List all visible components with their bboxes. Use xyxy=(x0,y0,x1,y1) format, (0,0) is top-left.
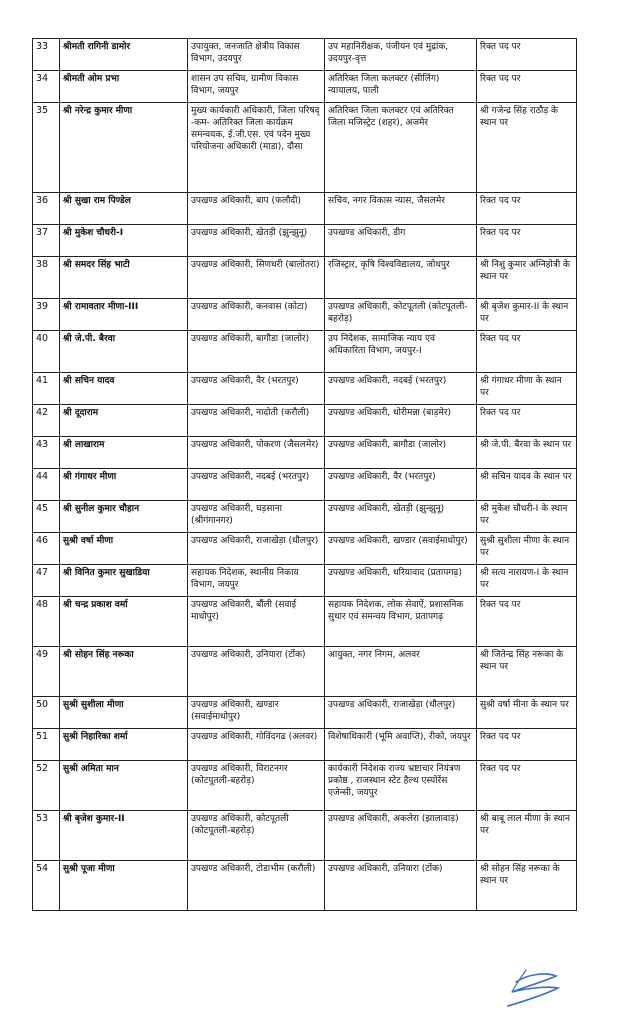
remark-cell: रिक्त पद पर xyxy=(477,193,577,225)
remark-cell: श्री सचिन यादव के स्थान पर xyxy=(477,469,577,501)
officer-name-cell: श्री सुखा राम पिण्डेल xyxy=(60,193,188,225)
current-post-cell: सहायक निदेशक, स्थानीय निकाय विभाग, जयपुर xyxy=(188,565,325,597)
table-row xyxy=(33,71,577,103)
table-body xyxy=(33,39,577,911)
remark-cell: श्री जितेन्द्र सिंह नरूका के स्थान पर xyxy=(477,647,577,697)
remark-cell: रिक्त पद पर xyxy=(477,39,577,71)
remark-cell: रिक्त पद पर xyxy=(477,331,577,373)
serial-number-cell: 45 xyxy=(33,501,60,533)
current-post-cell: उपखण्ड अधिकारी, नदबई (भरतपुर) xyxy=(188,469,325,501)
current-post-cell: मुख्य कार्यकारी अधिकारी, जिला परिषद् -कम- अतिरिक्त जिला कार्यक्रम समन्वयक, ई.जी.एस. एवं पदेन मुख्य परियोजना अधिकारी (माडा), दौसा xyxy=(188,103,325,193)
table-row xyxy=(33,225,577,257)
serial-number-cell: 42 xyxy=(33,405,60,437)
current-post-cell: उपखण्ड अधिकारी, बागौडा (जालोर) xyxy=(188,331,325,373)
new-post-cell: रजिस्ट्रार, कृषि विश्वविद्यालय, जोधपुर xyxy=(325,257,477,299)
new-post-cell: उपखण्ड अधिकारी, अकलेरा (झालावाड़) xyxy=(325,811,477,861)
transfer-table xyxy=(32,38,577,911)
officer-name-cell: श्री सचिन यादव xyxy=(60,373,188,405)
current-post-cell: उपखण्ड अधिकारी, उनियारा (टोंक) xyxy=(188,647,325,697)
new-post-cell: उपखण्ड अधिकारी, धरियावाद (प्रतापगढ़) xyxy=(325,565,477,597)
current-post-cell: उपखण्ड अधिकारी, विराटनगर (कोटपूतली-बहरोड़) xyxy=(188,761,325,811)
current-post-cell: उपखण्ड अधिकारी, राजाखेड़ा (धौलपुर) xyxy=(188,533,325,565)
table-row xyxy=(33,597,577,647)
serial-number-cell: 53 xyxy=(33,811,60,861)
table-row xyxy=(33,299,577,331)
officer-name-cell: श्री समदर सिंह भाटी xyxy=(60,257,188,299)
serial-number-cell: 52 xyxy=(33,761,60,811)
new-post-cell: उपखण्ड अधिकारी, खण्डार (सवाईमाधोपुर) xyxy=(325,533,477,565)
remark-cell: श्री निशु कुमार अग्निहोत्री के स्थान पर xyxy=(477,257,577,299)
remark-cell: श्री गंगाधर मीणा के स्थान पर xyxy=(477,373,577,405)
current-post-cell: उपखण्ड अधिकारी, नादोती (करौली) xyxy=(188,405,325,437)
new-post-cell: सचिव, नगर विकास न्यास, जैसलमेर xyxy=(325,193,477,225)
officer-name-cell: सुश्री अमिता मान xyxy=(60,761,188,811)
officer-name-cell: सुश्री वर्षा मीणा xyxy=(60,533,188,565)
officer-name-cell: सुश्री सुशीला मीणा xyxy=(60,697,188,729)
officer-name-cell: श्री जे.पी. बैरवा xyxy=(60,331,188,373)
serial-number-cell: 44 xyxy=(33,469,60,501)
serial-number-cell: 50 xyxy=(33,697,60,729)
officer-name-cell: श्री मुकेश चौधरी-I xyxy=(60,225,188,257)
officer-name-cell: श्री चन्द्र प्रकाश वर्मा xyxy=(60,597,188,647)
new-post-cell: विशेषाधिकारी (भूमि अवाप्ति), रीको, जयपुर xyxy=(325,729,477,761)
serial-number-cell: 40 xyxy=(33,331,60,373)
officer-name-cell: श्री सुनील कुमार चौहान xyxy=(60,501,188,533)
new-post-cell: उप निदेशक, सामाजिक न्याय एवं अधिकारिता विभाग, जयपुर-I xyxy=(325,331,477,373)
serial-number-cell: 36 xyxy=(33,193,60,225)
table-row xyxy=(33,257,577,299)
officer-name-cell: श्री लाखाराम xyxy=(60,437,188,469)
new-post-cell: उपखण्ड अधिकारी, डीग xyxy=(325,225,477,257)
table-row xyxy=(33,405,577,437)
remark-cell: सुश्री सुशीला मीणा के स्थान पर xyxy=(477,533,577,565)
new-post-cell: कार्यकारी निदेशक राज्य भ्रष्टाचार नियंत्रण प्रकोष्ठ , राजस्थान स्टेट हैल्थ एस्योरेंस एजेन्सी, जयपुर xyxy=(325,761,477,811)
remark-cell: रिक्त पद पर xyxy=(477,761,577,811)
officer-name-cell: श्री रामावतार मीणा-III xyxy=(60,299,188,331)
new-post-cell: उपखण्ड अधिकारी, बागौडा (जालोर) xyxy=(325,437,477,469)
serial-number-cell: 43 xyxy=(33,437,60,469)
serial-number-cell: 41 xyxy=(33,373,60,405)
officer-name-cell: श्री बृजेश कुमार-II xyxy=(60,811,188,861)
remark-cell: रिक्त पद पर xyxy=(477,597,577,647)
remark-cell: रिक्त पद पर xyxy=(477,225,577,257)
new-post-cell: उपखण्ड अधिकारी, धोरीमन्ना (बाड़मेर) xyxy=(325,405,477,437)
current-post-cell: उपखण्ड अधिकारी, टोडाभीम (करौली) xyxy=(188,861,325,911)
current-post-cell: उपखण्ड अधिकारी, बाप (फलौदी) xyxy=(188,193,325,225)
table-row xyxy=(33,103,577,193)
remark-cell: श्री बृजेश कुमार-II के स्थान पर xyxy=(477,299,577,331)
current-post-cell: उपखण्ड अधिकारी, खण्डार (सवाईमाधोपुर) xyxy=(188,697,325,729)
remark-cell: रिक्त पद पर xyxy=(477,405,577,437)
serial-number-cell: 46 xyxy=(33,533,60,565)
officer-name-cell: श्री सोहन सिंह नरूका xyxy=(60,647,188,697)
new-post-cell: उपखण्ड अधिकारी, खेतड़ी (झुन्झुनू) xyxy=(325,501,477,533)
remark-cell: रिक्त पद पर xyxy=(477,71,577,103)
serial-number-cell: 34 xyxy=(33,71,60,103)
table-row xyxy=(33,533,577,565)
officer-name-cell: सुश्री पूजा मीणा xyxy=(60,861,188,911)
new-post-cell: उपखण्ड अधिकारी, राजाखेड़ा (धौलपुर) xyxy=(325,697,477,729)
current-post-cell: उपखण्ड अधिकारी, कोटपूतली (कोटपूतली-बहरोड़) xyxy=(188,811,325,861)
current-post-cell: उपायुक्त, जनजाति क्षेत्रीय विकास विभाग, उदयपुर xyxy=(188,39,325,71)
current-post-cell: उपखण्ड अधिकारी, गोविंदगढ (अलवर) xyxy=(188,729,325,761)
table-row xyxy=(33,193,577,225)
table-row xyxy=(33,565,577,597)
serial-number-cell: 33 xyxy=(33,39,60,71)
current-post-cell: उपखण्ड अधिकारी, बौंली (सवाई माधोपुर) xyxy=(188,597,325,647)
new-post-cell: अतिरिक्त जिला कलक्टर एवं अतिरिक्त जिला मजिस्ट्रेट (शहर), अजमेर xyxy=(325,103,477,193)
new-post-cell: उपखण्ड अधिकारी, वैर (भरतपुर) xyxy=(325,469,477,501)
new-post-cell: सहायक निदेशक, लोक सेवाऐं, प्रशासनिक सुधार एवं समन्वय विभाग, प्रतापगढ़ xyxy=(325,597,477,647)
new-post-cell: उप महानिरीक्षक, पंजीयन एवं मुद्रांक, उदयपुर-वृत्त xyxy=(325,39,477,71)
table-row xyxy=(33,861,577,911)
table-row xyxy=(33,729,577,761)
serial-number-cell: 48 xyxy=(33,597,60,647)
table-row xyxy=(33,437,577,469)
table-row xyxy=(33,469,577,501)
current-post-cell: उपखण्ड अधिकारी, सिणधरी (बालोतरा) xyxy=(188,257,325,299)
current-post-cell: शासन उप सचिव, ग्रामीण विकास विभाग, जयपुर xyxy=(188,71,325,103)
new-post-cell: उपखण्ड अधिकारी, कोटपूतली (कोटपूतली-बहरोड़) xyxy=(325,299,477,331)
remark-cell: रिक्त पद पर xyxy=(477,729,577,761)
remark-cell: श्री सोहन सिंह नरूका के स्थान पर xyxy=(477,861,577,911)
current-post-cell: उपखण्ड अधिकारी, पोकरण (जैसलमेर) xyxy=(188,437,325,469)
officer-name-cell: श्रीमती ओम प्रभा xyxy=(60,71,188,103)
serial-number-cell: 51 xyxy=(33,729,60,761)
current-post-cell: उपखण्ड अधिकारी, कनवास (कोटा) xyxy=(188,299,325,331)
officer-name-cell: श्री नरेन्द्र कुमार मीणा xyxy=(60,103,188,193)
remark-cell: श्री गजेन्द्र सिंह राठौड़ के स्थान पर xyxy=(477,103,577,193)
officer-name-cell: श्री गंगाधर मीणा xyxy=(60,469,188,501)
current-post-cell: उपखण्ड अधिकारी, घड़साना (श्रीगंगानगर) xyxy=(188,501,325,533)
new-post-cell: उपखण्ड अधिकारी, उनियारा (टोंक) xyxy=(325,861,477,911)
serial-number-cell: 49 xyxy=(33,647,60,697)
signature-image xyxy=(498,962,568,1012)
serial-number-cell: 47 xyxy=(33,565,60,597)
serial-number-cell: 54 xyxy=(33,861,60,911)
serial-number-cell: 39 xyxy=(33,299,60,331)
serial-number-cell: 38 xyxy=(33,257,60,299)
table-row xyxy=(33,373,577,405)
table-row xyxy=(33,811,577,861)
serial-number-cell: 35 xyxy=(33,103,60,193)
table-row xyxy=(33,39,577,71)
remark-cell: श्री बाबू लाल मीणा के स्थान पर xyxy=(477,811,577,861)
table-row xyxy=(33,501,577,533)
table-row xyxy=(33,697,577,729)
current-post-cell: उपखण्ड अधिकारी, वैर (भरतपुर) xyxy=(188,373,325,405)
remark-cell: श्री जे.पी. बैरवा के स्थान पर xyxy=(477,437,577,469)
new-post-cell: अतिरिक्त जिला कलक्टर (सीलिंग) न्यायालय, पाली xyxy=(325,71,477,103)
remark-cell: श्री सत्य नारायण-I के स्थान पर xyxy=(477,565,577,597)
officer-name-cell: सुश्री निहारिका शर्मा xyxy=(60,729,188,761)
table-row xyxy=(33,761,577,811)
officer-name-cell: श्रीमती रागिनी डामोर xyxy=(60,39,188,71)
officer-name-cell: श्री विनित कुमार सुखाडिया xyxy=(60,565,188,597)
remark-cell: श्री मुकेश चौधरी-I के स्थान पर xyxy=(477,501,577,533)
table-row xyxy=(33,647,577,697)
current-post-cell: उपखण्ड अधिकारी, खेतड़ी (झुन्झुनू) xyxy=(188,225,325,257)
serial-number-cell: 37 xyxy=(33,225,60,257)
officer-name-cell: श्री दूदाराम xyxy=(60,405,188,437)
table-row xyxy=(33,331,577,373)
new-post-cell: आयुक्त, नगर निगम, अलवर xyxy=(325,647,477,697)
new-post-cell: उपखण्ड अधिकारी, नदबई (भरतपुर) xyxy=(325,373,477,405)
remark-cell: सुश्री वर्षा मीना के स्थान पर xyxy=(477,697,577,729)
